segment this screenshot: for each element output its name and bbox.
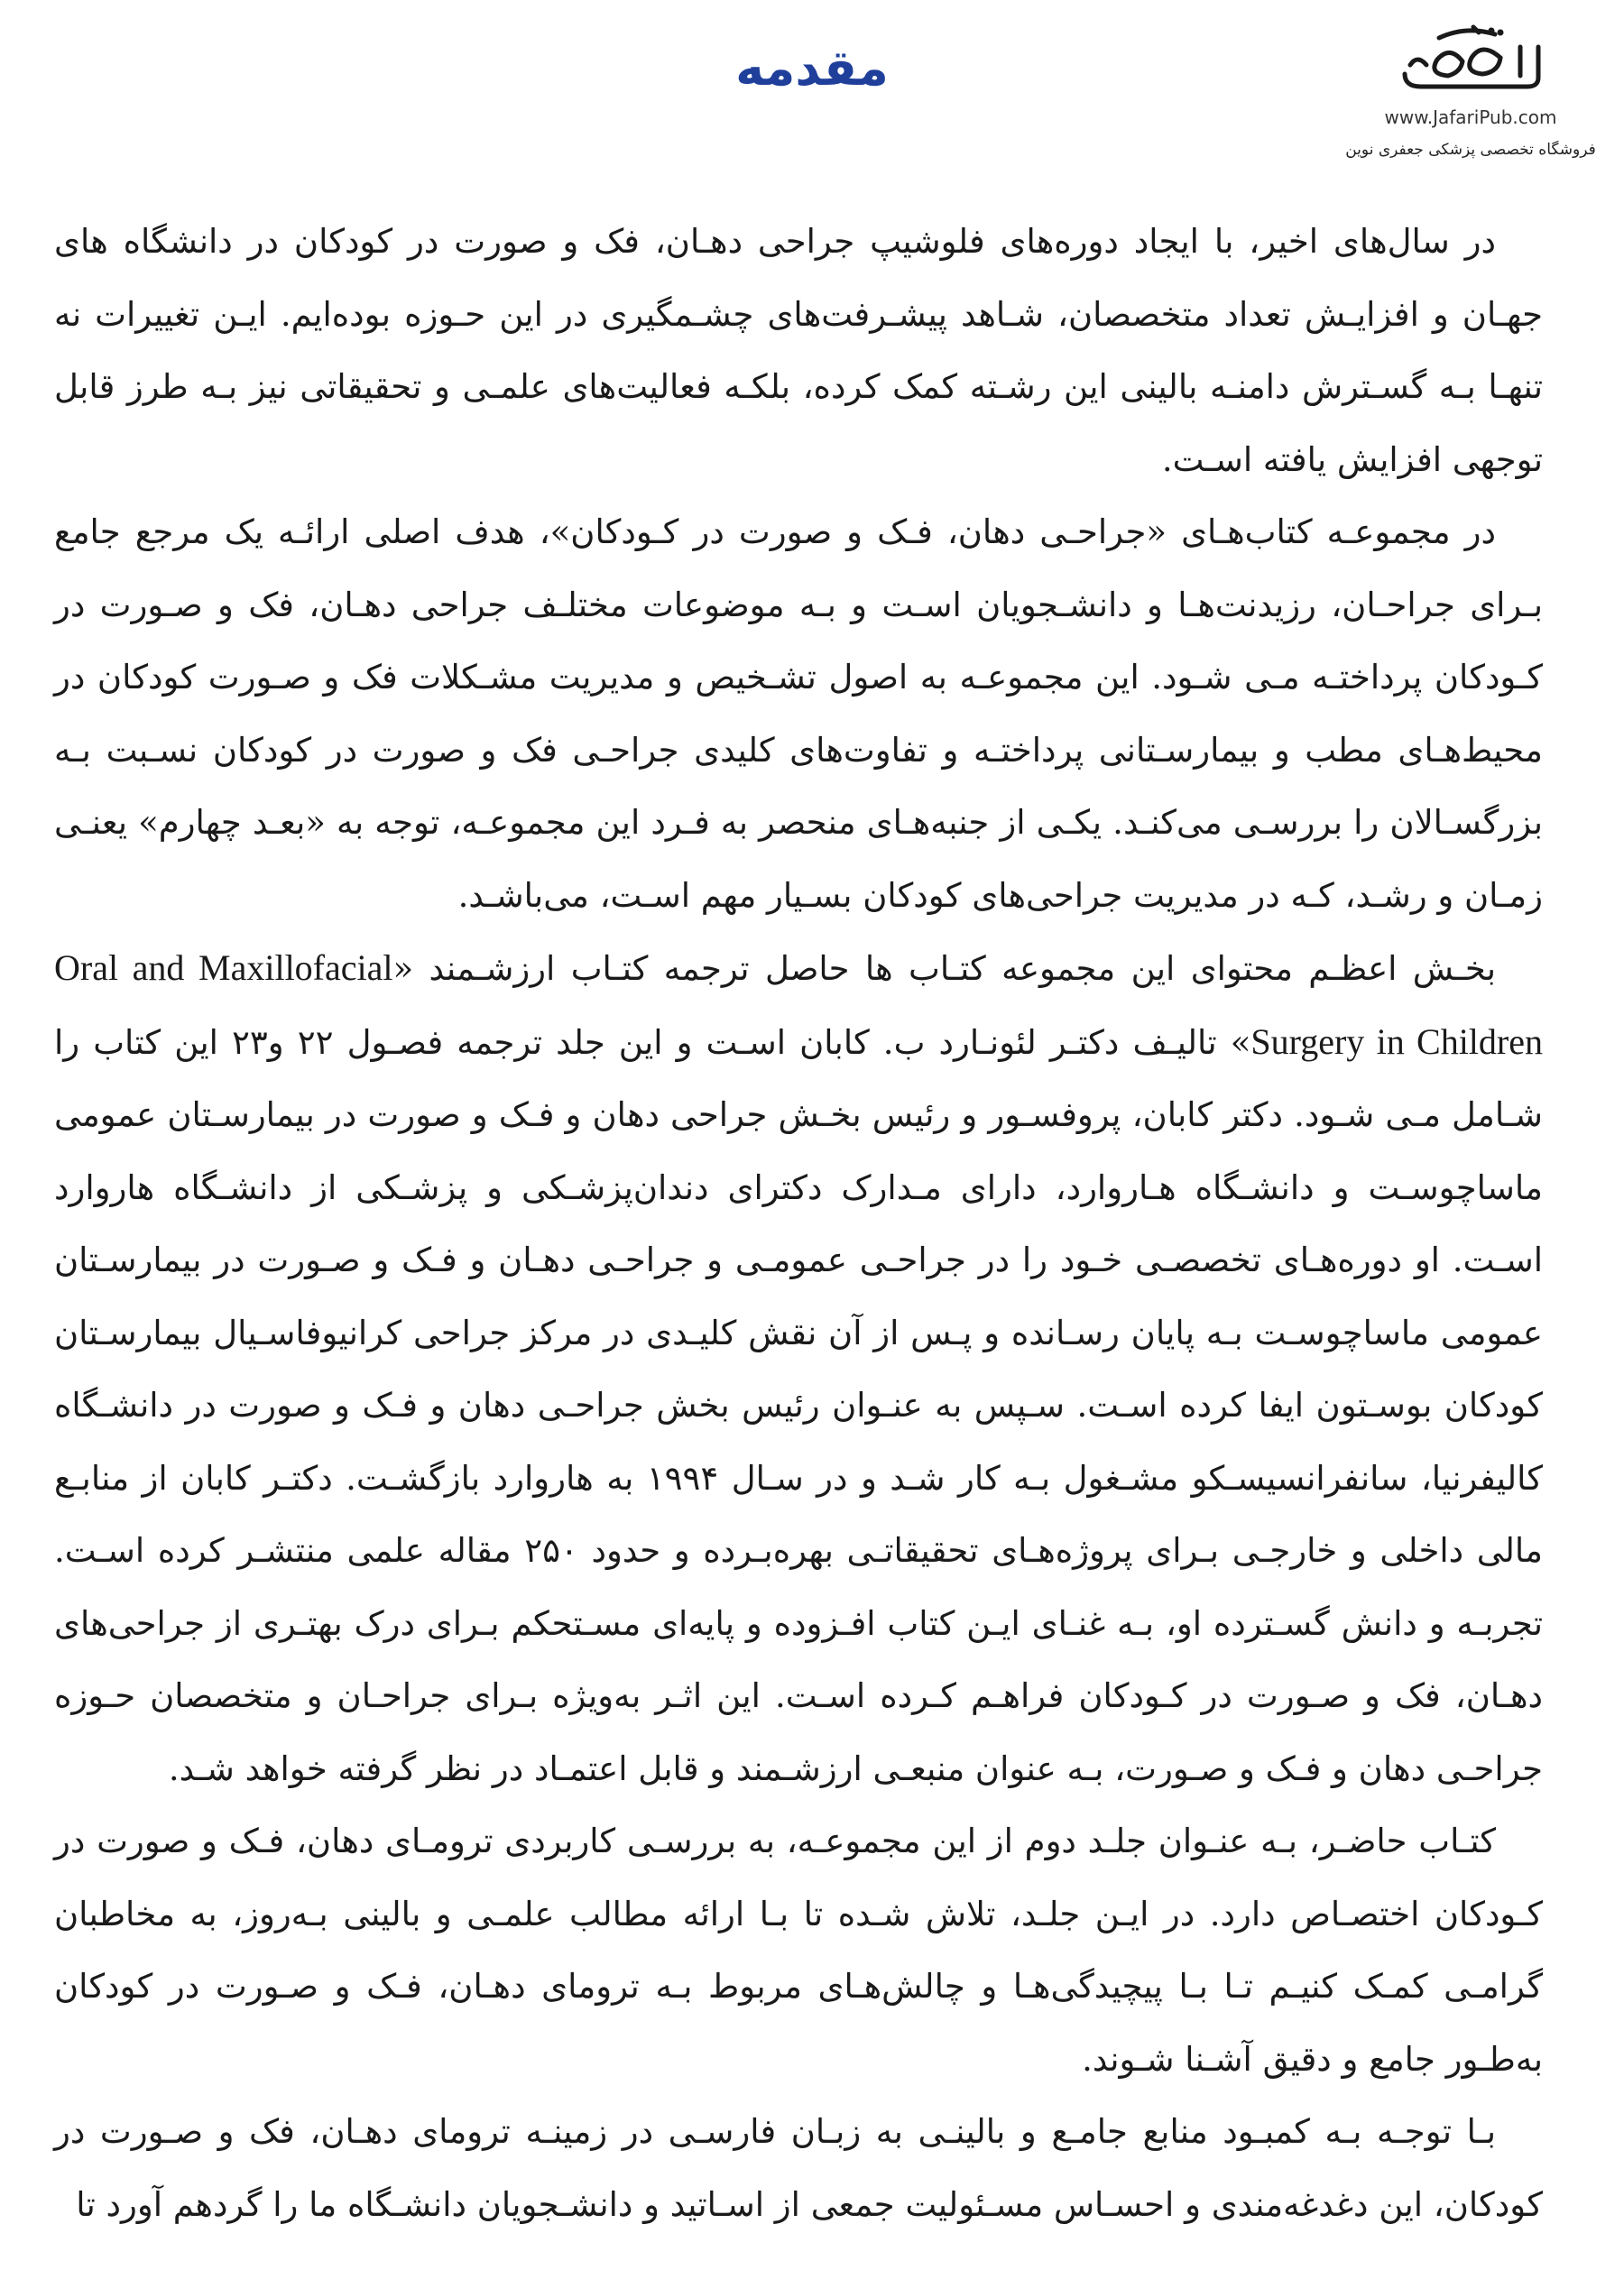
logo-caption: فروشگاه تخصصی پزشکی جعفری نوین — [1345, 141, 1596, 159]
publisher-logo — [1335, 22, 1606, 184]
body-text — [54, 206, 1543, 2241]
calligraphy-logo-icon — [1385, 22, 1556, 103]
paragraph-3-body: » تالیـف دکتـر لئونـارد ب. کابان اسـت و این جلد ترجمه فصـول ۲۲ و۲۳ این کتاب را شـامل مـی شـود. دکتر کابان، پروفسـور و رئیس بخـش جراحی دهان و فـک و صورت در بیمارسـتان عمومی ماساچوسـت و دانشـگاه هـاروارد، دارای مـدارک دکترای دندان‌پزشـکی و پزشـکی از دانشـگاه هاروارد اسـت. او دوره‌هـای تخصصـی خـود را در جراحـی عمومـی و جراحـی دهـان و فـک و صـورت در بیمارسـتان عمومی ماساچوسـت بـه پایان رسـانده و پـس از آن نقش کلیـدی در مرکز جراحی کرانیوفاسـیال بیمارسـتان کودکان بوسـتون ایفا کرده اسـت. سـپس به عنـوان رئیس بخش جراحـی دهان و فـک و صورت در دانشـگاه کالیفرنیا، سانفرانسیسـکو مشـغول بـه کار شـد و در سـال ۱۹۹۴ به هاروارد بازگشـت. دکتـر کابان از منابـع مالی داخلی و خارجـی بـرای پروژه‌هـای تحقیقاتـی بهره‌بـرده و حدود ۲۵۰ مقاله علمی منتشـر کرده اسـت. تجربـه و دانش گسـترده او، بـه غنـای ایـن کتاب افـزوده و پایه‌ای مسـتحکم بـرای درک بهتـری از جراحی‌های دهـان، فک و صـورت در کـودکان فراهـم کـرده اسـت. این اثـر به‌ویژه بـرای جراحـان و متخصصان حـوزه جراحـی دهان و فـک و صـورت، بـه عنوان منبعـی ارزشـمند و قابل اعتمـاد در نظر گرفته خواهد شـد. — [54, 1022, 1543, 1788]
paragraph-3 — [54, 932, 1543, 1805]
paragraph-5: بـا توجـه بـه کمبـود منابع جامـع و بالینـی به زبـان فارسـی در زمینـه ترومای دهـان، فک و صـورت در کودکان، این دغدغه‌مندی و احسـاس مسـئولیت جمعی از اسـاتید و دانشـجویان دانشـگاه ما را گردهم آورد تا — [54, 2112, 1543, 2224]
logo-website-url: www.JafariPub.com — [1384, 106, 1557, 128]
page-header — [0, 0, 1624, 180]
english-book-title: Oral and Maxillofacial Surgery in Children — [54, 947, 1543, 1062]
paragraph-4: کتـاب حاضـر، بـه عنـوان جلـد دوم از این مجموعـه، به بررسـی کاربردی ترومـای دهان، فـک و صورت در کـودکان اختصـاص دارد. در ایـن جلـد، تلاش شـده تا بـا ارائه مطالب علمـی و بالینی بـه‌روز، به مخاطبان گرامـی کمـک کنیـم تـا بـا پیچیدگی‌هـا و چالش‌هـای مربوط بـه ترومای دهـان، فـک و صـورت در کودکان به‌طـور جامع و دقیق آشـنا شـوند. — [54, 1822, 1543, 2079]
paragraph-3-intro: بخـش اعظـم محتوای این مجموعه کتـاب ها حاصل ترجمه کتـاب ارزشـمند « — [392, 949, 1496, 988]
paragraph-1: در سال‌های اخیر، با ایجاد دوره‌های فلوشیپ جراحی دهـان، فک و صورت در کودکان در دانشگاه های جهـان و افزایـش تعداد متخصصان، شـاهد پیشـرفت‌های چشـمگیری در این حـوزه بوده‌ایم. ایـن تغییرات نه تنهـا بـه گسـترش دامنـه بالینی این رشـته کمک کرده، بلکـه فعالیت‌های علمـی و تحقیقاتی نیز بـه طرز قابل توجهی افزایش یافته اسـت. — [54, 222, 1543, 479]
page-title: مقدمه — [735, 40, 889, 97]
paragraph-2: در مجموعـه کتاب‌هـای «جراحـی دهان، فـک و صورت در کـودکان»، هدف اصلی ارائـه یک مرجع جامع بـرای جراحـان، رزیدنت‌هـا و دانشـجویان اسـت و بـه موضوعات مختلـف جراحی دهـان، فک و صـورت در کـودکان پرداختـه مـی شـود. این مجموعـه به اصول تشـخیص و مدیریت مشـکلات فک و صـورت کودکان در محیط‌هـای مطب و بیمارسـتانی پرداختـه و تفاوت‌های کلیدی جراحـی فک و صورت در کودکان نسـبت بـه بزرگسـالان را بررسـی می‌کنـد. یکـی از جنبه‌هـای منحصر به فـرد این مجموعـه، توجه به «بعـد چهارم» یعنـی زمـان و رشـد، کـه در مدیریت جراحی‌های کودکان بسـیار مهم اسـت، می‌باشـد. — [54, 512, 1543, 915]
